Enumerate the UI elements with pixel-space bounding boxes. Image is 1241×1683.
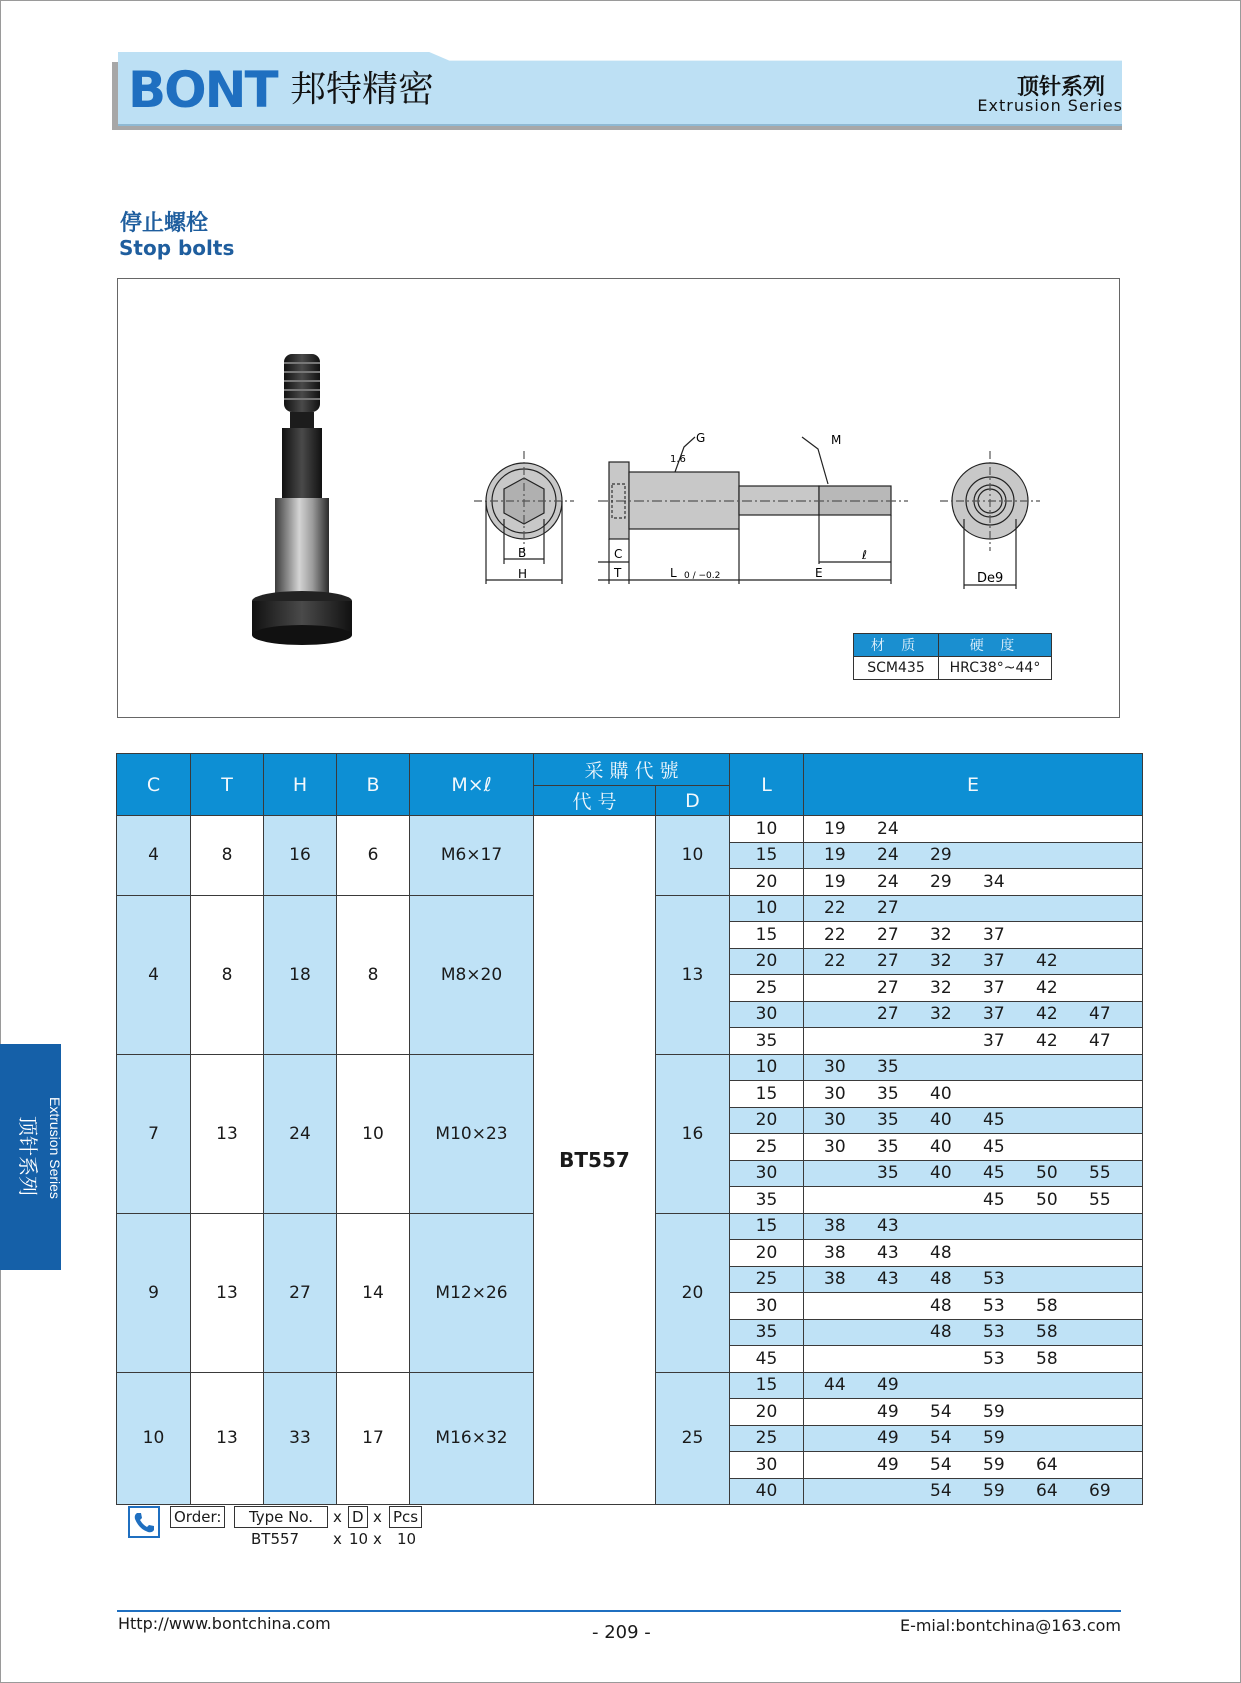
cell-L: 15 [730, 842, 804, 869]
e-value: 30 [824, 1136, 846, 1157]
cell-L: 25 [730, 975, 804, 1002]
cell-E [804, 1160, 1143, 1187]
material-table [853, 633, 1052, 680]
cell-M-l: M8×20 [410, 895, 534, 1054]
col-header-code: 代 号 [534, 786, 656, 816]
e-value: 45 [983, 1110, 1005, 1131]
e-value: 37 [983, 1004, 1005, 1025]
e-value: 59 [983, 1481, 1005, 1502]
label-C: C [614, 547, 623, 561]
side-tab-en: Extrusion Series [47, 1097, 63, 1199]
e-value: 44 [824, 1375, 846, 1396]
e-value: 48 [930, 1269, 952, 1290]
e-value: 19 [824, 871, 846, 892]
e-value: 69 [1089, 1481, 1111, 1502]
label-G: G [696, 431, 706, 445]
cell-H: 27 [264, 1213, 337, 1372]
e-value: 38 [824, 1242, 846, 1263]
label-De9: De9 [977, 571, 1004, 586]
material-value: SCM435 [854, 657, 939, 680]
page-number: - 209 - [592, 1622, 651, 1643]
e-value: 53 [983, 1295, 1005, 1316]
order-x-2: x [373, 1508, 382, 1526]
e-value: 49 [877, 1428, 899, 1449]
e-value: 37 [983, 1030, 1005, 1051]
end-view-drawing [940, 451, 1040, 589]
cell-E [804, 1107, 1143, 1134]
e-value: 54 [930, 1428, 952, 1449]
e-value: 24 [877, 871, 899, 892]
cell-T: 13 [191, 1372, 264, 1505]
cell-T: 13 [191, 1213, 264, 1372]
e-value: 54 [930, 1481, 952, 1502]
cell-L: 30 [730, 1001, 804, 1028]
front-view-drawing [474, 451, 574, 584]
label-E: E [815, 566, 823, 580]
cell-B: 17 [337, 1372, 410, 1505]
cell-L: 20 [730, 1399, 804, 1426]
e-value: 55 [1089, 1189, 1111, 1210]
e-value: 32 [930, 924, 952, 945]
e-value: 48 [930, 1242, 952, 1263]
e-value: 27 [877, 924, 899, 945]
e-value: 58 [1036, 1322, 1058, 1343]
e-value: 30 [824, 1083, 846, 1104]
e-value: 42 [1036, 977, 1058, 998]
e-value: 27 [877, 1004, 899, 1025]
e-value: 22 [824, 924, 846, 945]
header-line [118, 124, 1122, 126]
e-value: 27 [877, 898, 899, 919]
col-header-T: T [191, 754, 264, 816]
cell-E [804, 1028, 1143, 1055]
side-tab-cn: 顶针系列 [16, 1116, 40, 1196]
cell-T: 8 [191, 816, 264, 896]
cell-E [804, 1346, 1143, 1373]
e-value: 27 [877, 977, 899, 998]
e-value: 35 [877, 1083, 899, 1104]
cell-D: 16 [656, 1054, 730, 1213]
cell-B: 8 [337, 895, 410, 1054]
footer-line [117, 1610, 1121, 1612]
e-value: 42 [1036, 1030, 1058, 1051]
cell-L: 10 [730, 816, 804, 843]
cell-E [804, 1240, 1143, 1267]
e-value: 27 [877, 951, 899, 972]
brand-name-cn: 邦特精密 [290, 69, 435, 110]
e-value: 53 [983, 1348, 1005, 1369]
cell-E [804, 1293, 1143, 1320]
e-value: 38 [824, 1216, 846, 1237]
e-value: 59 [983, 1428, 1005, 1449]
e-value: 34 [983, 871, 1005, 892]
cell-E [804, 1478, 1143, 1505]
cell-L: 30 [730, 1452, 804, 1479]
material-header: 材 质 [854, 634, 939, 657]
e-value: 38 [824, 1269, 846, 1290]
spec-table [116, 753, 1143, 1505]
e-value: 32 [930, 977, 952, 998]
order-label: Order: [170, 1506, 225, 1528]
order-pcs: Pcs [389, 1506, 422, 1528]
cell-L: 30 [730, 1160, 804, 1187]
e-value: 55 [1089, 1163, 1111, 1184]
e-value: 43 [877, 1216, 899, 1237]
cell-E [804, 975, 1143, 1002]
cell-H: 16 [264, 816, 337, 896]
cell-D: 13 [656, 895, 730, 1054]
e-value: 47 [1089, 1030, 1111, 1051]
e-value: 54 [930, 1401, 952, 1422]
cell-E [804, 1134, 1143, 1161]
cell-D: 10 [656, 816, 730, 896]
e-value: 42 [1036, 1004, 1058, 1025]
cell-L: 15 [730, 1213, 804, 1240]
cell-H: 24 [264, 1054, 337, 1213]
cell-L: 20 [730, 869, 804, 896]
cell-L: 35 [730, 1187, 804, 1214]
cell-D: 20 [656, 1213, 730, 1372]
hardness-header: 硬 度 [939, 634, 1052, 657]
e-value: 19 [824, 845, 846, 866]
e-value: 32 [930, 951, 952, 972]
hardness-value: HRC38°~44° [939, 657, 1052, 680]
cell-E [804, 869, 1143, 896]
e-value: 32 [930, 1004, 952, 1025]
e-value: 35 [877, 1163, 899, 1184]
cell-E [804, 1399, 1143, 1426]
e-value: 37 [983, 951, 1005, 972]
e-value: 45 [983, 1163, 1005, 1184]
bolt-photo [252, 354, 352, 645]
cell-M-l: M16×32 [410, 1372, 534, 1505]
e-value: 40 [930, 1136, 952, 1157]
order-x-1: x [333, 1508, 342, 1526]
cell-L: 10 [730, 1054, 804, 1081]
col-header-Ml: M×ℓ [410, 754, 534, 816]
cell-code: BT557 [534, 816, 656, 1505]
cell-E [804, 1054, 1143, 1081]
cell-E [804, 1452, 1143, 1479]
cell-E [804, 1081, 1143, 1108]
cell-L: 20 [730, 948, 804, 975]
label-H: H [518, 567, 528, 581]
e-value: 42 [1036, 951, 1058, 972]
col-header-L: L [730, 754, 804, 816]
cell-C: 4 [117, 816, 191, 896]
e-value: 29 [930, 845, 952, 866]
e-value: 48 [930, 1322, 952, 1343]
col-header-E: E [804, 754, 1143, 816]
label-l: ℓ [862, 548, 867, 562]
e-value: 58 [1036, 1295, 1058, 1316]
cell-M-l: M12×26 [410, 1213, 534, 1372]
cell-L: 30 [730, 1293, 804, 1320]
e-value: 50 [1036, 1189, 1058, 1210]
product-title-cn: 停止螺栓 [120, 211, 209, 236]
e-value: 53 [983, 1322, 1005, 1343]
cell-E [804, 1187, 1143, 1214]
cell-L: 25 [730, 1266, 804, 1293]
cell-E [804, 842, 1143, 869]
cell-C: 10 [117, 1372, 191, 1505]
table-row [117, 816, 1143, 843]
footer-email: E-mial:bontchina@163.com [899, 1616, 1121, 1635]
e-value: 35 [877, 1057, 899, 1078]
cell-T: 8 [191, 895, 264, 1054]
e-value: 40 [930, 1110, 952, 1131]
cell-B: 10 [337, 1054, 410, 1213]
e-value: 50 [1036, 1163, 1058, 1184]
e-value: 49 [877, 1401, 899, 1422]
cell-L: 35 [730, 1028, 804, 1055]
col-header-D: D [656, 786, 730, 816]
e-value: 29 [930, 871, 952, 892]
order-example-x-2: x [373, 1530, 382, 1548]
cell-H: 18 [264, 895, 337, 1054]
order-example-type: BT557 [251, 1530, 300, 1548]
col-header-B: B [337, 754, 410, 816]
cell-E [804, 1425, 1143, 1452]
cell-B: 6 [337, 816, 410, 896]
cell-E [804, 922, 1143, 949]
brand-logo: BONT [128, 61, 277, 119]
label-L: L [670, 566, 677, 580]
footer-url: Http://www.bontchina.com [118, 1614, 331, 1633]
e-value: 48 [930, 1295, 952, 1316]
e-value: 37 [983, 924, 1005, 945]
col-header-purchase-code: 采 購 代 號 [534, 754, 730, 786]
e-value: 59 [983, 1401, 1005, 1422]
e-value: 40 [930, 1083, 952, 1104]
cell-M-l: M10×23 [410, 1054, 534, 1213]
cell-C: 9 [117, 1213, 191, 1372]
e-value: 22 [824, 898, 846, 919]
spec-table-body [117, 816, 1143, 1505]
e-value: 43 [877, 1269, 899, 1290]
product-title-en: Stop bolts [119, 236, 235, 260]
label-roughness: 1.6 [670, 454, 686, 465]
e-value: 49 [877, 1454, 899, 1475]
e-value: 22 [824, 951, 846, 972]
order-example-x-1: x [333, 1530, 342, 1548]
e-value: 59 [983, 1454, 1005, 1475]
e-value: 30 [824, 1057, 846, 1078]
cell-E [804, 1372, 1143, 1399]
e-value: 45 [983, 1189, 1005, 1210]
e-value: 37 [983, 977, 1005, 998]
cell-E [804, 1001, 1143, 1028]
label-M: M [831, 433, 842, 447]
col-header-C: C [117, 754, 191, 816]
e-value: 64 [1036, 1481, 1058, 1502]
cell-L: 25 [730, 1134, 804, 1161]
e-value: 47 [1089, 1004, 1111, 1025]
cell-D: 25 [656, 1372, 730, 1505]
order-d: D [348, 1506, 368, 1528]
cell-T: 13 [191, 1054, 264, 1213]
e-value: 30 [824, 1110, 846, 1131]
label-T: T [614, 566, 622, 580]
cell-E [804, 948, 1143, 975]
e-value: 35 [877, 1136, 899, 1157]
cell-L: 10 [730, 895, 804, 922]
e-value: 49 [877, 1375, 899, 1396]
cell-H: 33 [264, 1372, 337, 1505]
cell-L: 15 [730, 1372, 804, 1399]
cell-M-l: M6×17 [410, 816, 534, 896]
e-value: 40 [930, 1163, 952, 1184]
cell-L: 45 [730, 1346, 804, 1373]
order-type-no: Type No. [234, 1506, 328, 1528]
col-header-H: H [264, 754, 337, 816]
cell-E [804, 1266, 1143, 1293]
e-value: 54 [930, 1454, 952, 1475]
e-value: 45 [983, 1136, 1005, 1157]
e-value: 53 [983, 1269, 1005, 1290]
cell-L: 40 [730, 1478, 804, 1505]
label-B: B [518, 546, 527, 560]
e-value: 35 [877, 1110, 899, 1131]
cell-E [804, 816, 1143, 843]
side-tab [0, 1044, 61, 1270]
e-value: 24 [877, 845, 899, 866]
series-title-en: Extrusion Series [977, 96, 1123, 115]
cell-L: 15 [730, 922, 804, 949]
cell-L: 35 [730, 1319, 804, 1346]
cell-E [804, 895, 1143, 922]
cell-L: 20 [730, 1240, 804, 1267]
cell-L: 25 [730, 1425, 804, 1452]
cell-B: 14 [337, 1213, 410, 1372]
order-example-pcs: 10 [397, 1530, 417, 1548]
cell-L: 20 [730, 1107, 804, 1134]
series-title-cn: 顶针系列 [1016, 75, 1105, 100]
cell-C: 7 [117, 1054, 191, 1213]
label-L-tolerance: 0 / −0.2 [684, 571, 721, 581]
e-value: 64 [1036, 1454, 1058, 1475]
order-example-d: 10 [349, 1530, 369, 1548]
phone-icon [128, 1506, 160, 1538]
cell-C: 4 [117, 895, 191, 1054]
e-value: 24 [877, 818, 899, 839]
e-value: 58 [1036, 1348, 1058, 1369]
e-value: 19 [824, 818, 846, 839]
cell-E [804, 1213, 1143, 1240]
e-value: 43 [877, 1242, 899, 1263]
cell-L: 15 [730, 1081, 804, 1108]
cell-E [804, 1319, 1143, 1346]
